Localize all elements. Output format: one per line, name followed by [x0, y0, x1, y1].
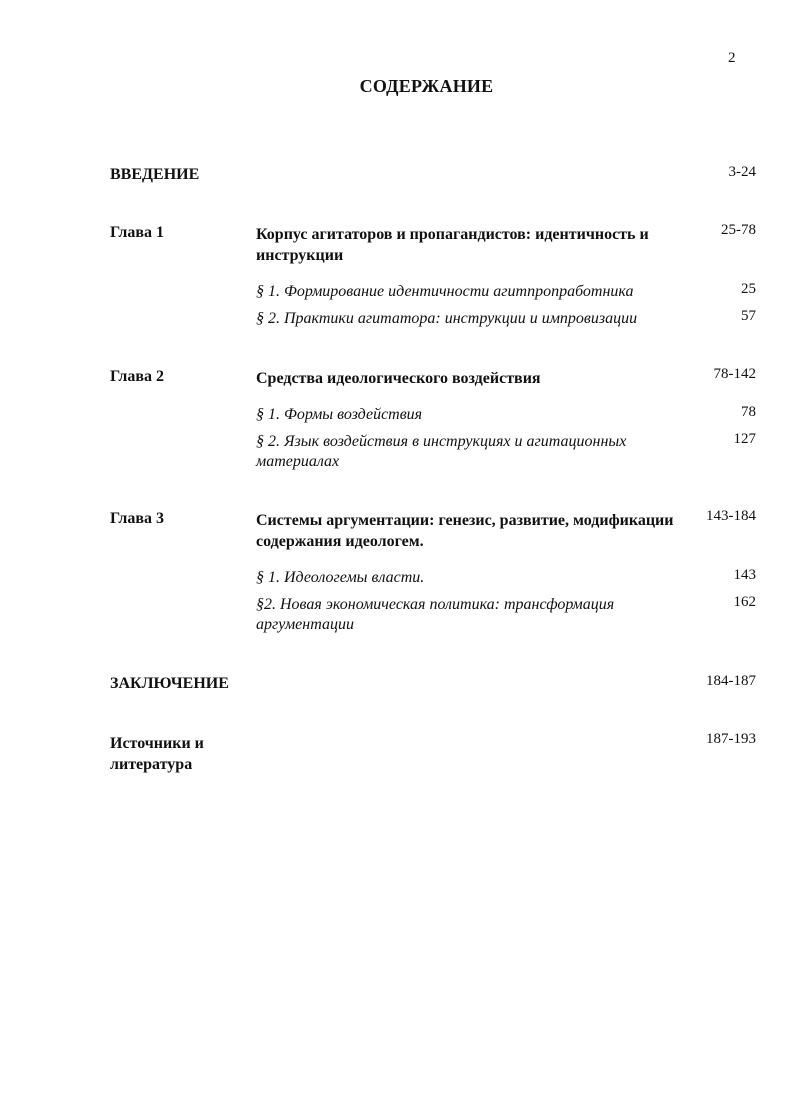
chapter-2-section-1: § 1. Формы воздействия: [256, 406, 423, 423]
chapter-2-section-2-page: 127: [733, 431, 756, 447]
chapter-2-section-2: § 2. Язык воздействия в инструкциях и агитационных материалах: [256, 433, 627, 470]
chapter-3-section-1: § 1. Идеологемы власти.: [256, 569, 425, 586]
chapter-2-label: Глава 2: [110, 368, 164, 385]
intro-label: ВВЕДЕНИЕ: [110, 166, 200, 183]
chapter-1-section-2-page: 57: [741, 308, 756, 324]
page-title: СОДЕРЖАНИЕ: [359, 76, 494, 96]
chapter-1-section-1-page: 25: [741, 281, 756, 297]
conclusion-pages: 184-187: [706, 673, 756, 689]
chapter-2-title: Средства идеологического воздействия: [256, 370, 541, 387]
chapter-3-title: Системы аргументации: генезис, развитие, модификации содержания идеологем.: [256, 512, 674, 550]
page-number: 2: [728, 50, 736, 66]
chapter-2-pages: 78-142: [713, 366, 756, 382]
chapter-3-section-1-page: 143: [733, 567, 756, 583]
sources-pages: 187-193: [706, 731, 756, 747]
sources-label: Источники и литература: [110, 735, 204, 773]
chapter-3-section-2: §2. Новая экономическая политика: трансформация аргументации: [256, 596, 615, 633]
chapter-3-label: Глава 3: [110, 510, 164, 527]
chapter-3-section-2-page: 162: [733, 594, 756, 610]
conclusion-label: ЗАКЛЮЧЕНИЕ: [110, 675, 229, 692]
intro-pages: 3-24: [728, 164, 756, 180]
chapter-1-section-1: § 1. Формирование идентичности агитпропработника: [256, 283, 634, 300]
chapter-1-label: Глава 1: [110, 224, 164, 241]
chapter-2-section-1-page: 78: [741, 404, 756, 420]
chapter-1-section-2: § 2. Практики агитатора: инструкции и импровизации: [256, 310, 638, 327]
chapter-1-title: Корпус агитаторов и пропагандистов: идентичность и инструкции: [256, 226, 649, 264]
chapter-3-pages: 143-184: [706, 508, 756, 524]
chapter-1-pages: 25-78: [721, 222, 756, 238]
